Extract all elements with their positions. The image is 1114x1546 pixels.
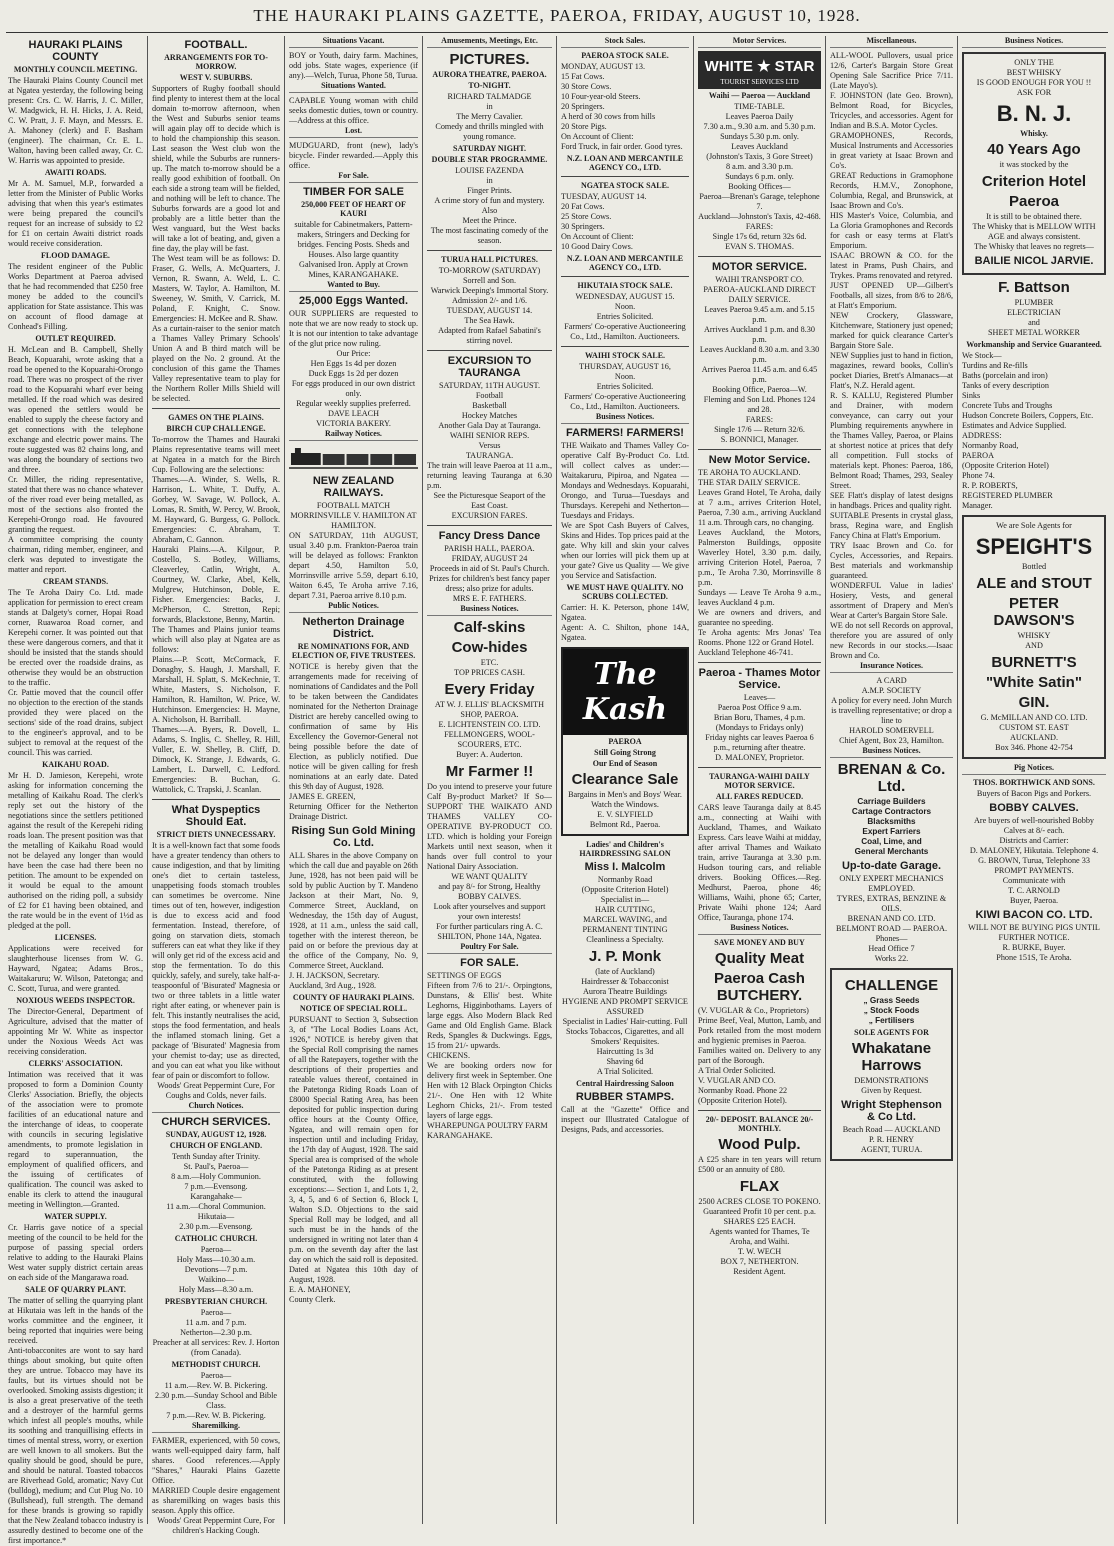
amp-card: A CARD A.M.P. SOCIETY A policy for every need. John Murch is travelling representative; or drop a line to HAROLD SOMERVELL Chief Agent, Box 23, Hamilton. xyxy=(831,676,952,745)
railway-notice: ON SATURDAY, 11th AUGUST, usual 3.40 p.m. Frankton-Paeroa train will be delayed as follows: Frankton depart 4.50, Hamilton 5.0, Morrinsville arrive 5.59, depart 6.10, Waiton 6.45, Te Aroha arrive 7.16, depart 7.31, Paeroa arrive 8.10 p.m. xyxy=(289,531,418,600)
turua-hall-head: TURUA HALL PICTURES. xyxy=(441,255,538,264)
excursion-train: The train will leave Paeroa at 11 a.m., returning leaving Tauranga at 6.30 p.m. xyxy=(427,461,552,490)
rising-sun-head: Rising Sun Gold Mining Co. Ltd. xyxy=(291,825,416,849)
kicker: Railway Notices. xyxy=(289,429,418,441)
kicker: Insurance Notices. xyxy=(830,661,953,673)
agency-name: N.Z. LOAN AND MERCANTILE AGENCY CO., LTD. xyxy=(566,254,684,272)
kicker: Church Notices. xyxy=(152,1101,280,1113)
article-paragraph: Thames.—A. Winder, S. Wells, R. Harrison, L. White, T. Duffy, A. Gorbey, W. Savage, W. Pollock, A. Lomas, R. Smith, W. Percy, W. Brook, M. Hayward, G. Burgess, G. Pollock. Emergencies: C. Abraham, T. Abraham, C. Gannon. xyxy=(152,475,280,544)
salon-head: Ladies' and Children's HAIRDRESSING SALON xyxy=(579,840,671,858)
misc-ad: R. S. KALLU, Registered Plumber and Drainer, with modern conveyance, can carry out your Plumbing requirements anywhere in the Thames Valley, Paeroa, or Plains at shortest notice at prices that defy all competition. Full stocks of materials kept. Phones: Paeroa, 186, Belmont Road; Thames, 293, Sealey Street. xyxy=(830,391,953,490)
misc-ad: NEW Supplies just to hand in fiction, magazines, reward books, Collin's pocket Diaries, Brett's Almanacs—at Flatt's, N.Z. Herald agent. xyxy=(830,351,953,390)
kicker: Business Notices. xyxy=(427,604,552,616)
flax-head: FLAX xyxy=(739,1178,780,1195)
kicker: Poultry For Sale. xyxy=(427,942,552,954)
article-paragraph: Cr. Pattie moved that the council offer no objection to the erection of the stands provided they were placed on the sections' side of the road drains, subject to the engineer's approval, and to be subject to removal at the request of the council. This was carried. xyxy=(8,688,143,757)
section-head: FLOOD DAMAGE. xyxy=(41,251,110,260)
section-head: SALE OF QUARRY PLANT. xyxy=(25,1285,126,1294)
kicker: Sharemilking. xyxy=(152,1421,280,1433)
timetable: TIME-TABLE. Leaves Paeroa Daily 7.30 a.m., 9.30 a.m. and 5.30 p.m. Sundays 5.30 p.m. only. Leaves Auckland (Johnston's Taxis, 3 Gore Street) 8 a.m. and 3.30 p.m. Sundays 6 p.m. only. Booking Offices— Paeroa—Brenan's Garage, telephone 7. Auckland—Johnston's Taxis, 42-468. FARES: Single 17s 6d, return 32s 6d. EVAN S. THOMAS. xyxy=(698,102,821,251)
column-5 xyxy=(556,36,693,1524)
kash-details: Bargains in Men's and Boys' Wear. Watch the Windows. xyxy=(568,790,682,809)
misc-ad: HIS Master's Voice, Columbia, and La Gloria Gramophones and Records for cash or easy terms at Flatt's Emporium. xyxy=(830,211,953,250)
hides-details: ETC. TOP PRICES CASH. xyxy=(454,658,525,677)
classified-ad: BOY or Youth, dairy farm. Machines, odd jobs. State wages, experience (if any).—Welch, Turua, Phone 58, Turua. xyxy=(289,51,418,80)
kicker: Miscellaneous. xyxy=(830,36,953,48)
carrier-info: Carrier: H. K. Peterson, phone 14W, Ngatea. Agent: A. C. Shilton, phone 14A, Ngatea. xyxy=(561,603,689,642)
save-money: SAVE MONEY AND BUY xyxy=(714,938,805,947)
kash-advert xyxy=(561,647,689,836)
kiwi-bacon-head: KIWI BACON CO. LTD. xyxy=(975,909,1093,921)
workmanship-head: Workmanship and Service Guaranteed. xyxy=(966,340,1102,349)
monk-head: J. P. Monk xyxy=(588,948,662,965)
classified-ad: MARRIED Couple desire engagement as sharemilking on wages basis this season. Apply this office. xyxy=(152,1486,280,1515)
kicker: Lost. xyxy=(289,126,418,138)
church-name: METHODIST CHURCH. xyxy=(171,1360,261,1369)
misc-ad: JUST OPENED UP—Gilbert's Footballs, all sizes, from 8/6 to 28/6, at Flatt's Emporium. xyxy=(830,281,953,310)
misc-ad: ALL-WOOL Pullovers, usual price 12/6, Carter's Bargain Store Great Opening Sale Sacrifice Price 7/11. (Late Mayo's). xyxy=(830,51,953,90)
misc-ad: GREAT Reductions in Gramophone Records, H.M.V., Zonophone, Columbia, Regal, and Brunswick, at Isaac Brown and Co's. xyxy=(830,171,953,210)
article-paragraph: It is a well-known fact that some foods have a greater tendency than others to cause indigestion, and that by limiting one's diet to certain tasteless, unappetising foods stomach troubles can sometimes be overcome. Nine times out of ten, however, indigestion is due to excess acid and food fermentation. Instead, therefore, of going on starvation diets, stomach sufferers can eat what they like if they will only get rid of the excess acid and stop the fermentation. To do this quickly, safely, and surely, take half-a-teaspoonful of 'Bisurated' Magnesia or two or three tablets in a little water right after eating, or whenever pain is felt. This instantly neutralises the acid, stops the food fermentation, and heals the inflamed stomach lining. Get a package of 'Bisurated' Magnesia from your chemist to-day; use as directed, and you can eat what you like without fear of pain or discomfort to follow. xyxy=(152,841,280,1080)
pictures-head: PICTURES. xyxy=(449,51,530,68)
salon-details: Normanby Road (Opposite Criterion Hotel) Specialist in— HAIR CUTTING, MARCEL WAVING, and PERMANENT TINTING Cleanliness a Specialty. xyxy=(581,875,669,944)
calf-collection: THE Waikato and Thames Valley Co-operative Calf By-Product Co. Ltd. will collect calves as under:— Waitakaruru, Pipiroa, and Ngatea — Mondays and Wednesdays. Kopuarahi, Orongo, and Turua—Tuesdays and Thursdays. Kerepehi and Netherton—Tuesdays and Fridays. xyxy=(561,441,689,520)
article-paragraph: Applications were received for slaughterhouse licenses from W. G. Hayward, Ngatea; Adams Bros., Waitakaruru; W. Wilson, Patetonga; and C. Scott, Turua, and were granted. xyxy=(8,944,143,993)
classified-ad: Our Price: Hen Eggs 1s 4d per dozen Duck Eggs 1s 2d per dozen For eggs produced in our own district only. Regular weekly supplies preferred. DAVE LEACH VICTORIA BAKERY. xyxy=(291,349,416,428)
article-paragraph: Plains.—P. Scott, McCormack, F. Donaghy, S. Haugh, J. Marshall, F. Marshall, H. Splatt, S. McKechnie, T. White, Masters, S. Nicholson, F. Hamilton, R. Hamilton, W. Price, W. Hutchinson. Emergencies: H. Mayne, A. Nicholson, H. Barriball. xyxy=(152,655,280,724)
public-notice: PURSUANT to Section 3, Subsection 3, of "The Local Bodies Loans Act, 1926," NOTICE is hereby given that the Special Roll comprising the names of all the Ratepayers, together with the descriptions of their properties and rateable values thereof, contained in the Patetonga Riding Roads Loan of £8000 Special Rating Area, has been deposited for public inspection during office hours at the County Office, Ngatea, and will remain open for inspection until and including Friday, the 17th day of August, 1928. The said Special area is comprised of the whole of the Patetonga Riding as at present constituted, with the following exceptions:— Section 1, and Lots 1, 2, 3, 4, 5, and 6 of Section 6, Block I, Walton S.D. Objections to the said Special Roll may be lodged, and all such must be in the hands of the undersigned in writing not later than 4 p.m. on the seventh day after the last day on which the said roll is deposited. Dated at Ngatea this 10th day of August, 1928. E. A. MAHONEY, County Clerk. xyxy=(289,1015,418,1304)
rubber-stamps-head: RUBBER STAMPS. xyxy=(575,1091,675,1103)
calfskins-head: Calf-skins xyxy=(453,619,526,636)
section-head: KAIKAHU ROAD. xyxy=(42,760,109,769)
article-paragraph: The Thames and Plains junior teams which will also play at Ngatea are as follows: xyxy=(152,625,280,654)
film-billing: RICHARD TALMADGE in The Merry Cavalier. xyxy=(447,92,532,121)
whisky-intro: ONLY THE BEST WHISKY IS GOOD ENOUGH FOR YOU !! ASK FOR xyxy=(976,58,1092,97)
eggs-ad: SETTINGS OF EGGS Fifteen from 7/6 to 21/-. Orpingtons, Dunstans, & Ellis' best. White Leghorns, Higginbothams. Layers of large eggs. Also Modern Black Red Game and Old English Game. Black Reds, Spangles & Duckwings. Eggs, 15 from 21/- upwards. xyxy=(427,971,552,1050)
church-times: Paeroa— Holy Mass—10.30 a.m. Devotions—7 p.m. Waikino— Holy Mass—8.30 a.m. xyxy=(176,1245,256,1294)
flax-details: 2500 ACRES CLOSE TO POKENO. Guaranteed Profit 10 per cent. p.a. SHARES £25 EACH. Agents wanted for Thames, Te Aroha, and Waihi. T. W. WECH BOX 7, NETHERTON. Resident Agent. xyxy=(698,1197,821,1276)
white-star-sub: TOURIST SERVICES LTD xyxy=(698,78,821,89)
ad-text: Woods' Great Peppermint Cure, For Coughs and Colds, never fails. xyxy=(157,1081,275,1100)
kicker: Business Notices. xyxy=(561,412,689,424)
article-paragraph: H. McLean and B. Campbell, Shelly Beach, Kopuarahi, wrote asking that a road be opened to the Kopuarahi-Orongo road. There was no prospect of the river road to the Kopuarahi wharf ever being metalled. If the road which was desired was opened the settlers would be enabled to supply the cheese factory and get connections with the telephone exchange and electric power mains. The route suggested was 82 chains long, and was along the boundary of sections two and three. xyxy=(8,345,143,474)
section-head: RE NOMINATIONS FOR, AND ELECTION OF, FIVE TRUSTEES. xyxy=(291,642,416,660)
misc-ad: SEE Flatt's display of latest designs in handbags. Prices and quality right. xyxy=(830,491,953,510)
divider xyxy=(152,408,280,409)
stock-sale-list: MONDAY, AUGUST 13. 15 Fat Cows. 30 Store Cows. 10 Four-year-old Steers. 20 Springers. A herd of 30 cows from hills 20 Store Pigs. On Account of Client: Ford Truck, in fair order. Good tyres. xyxy=(561,62,683,151)
divider xyxy=(561,276,689,277)
challenge-list: „ Grass Seeds „ Stock Foods „ Fertilisers xyxy=(863,996,920,1025)
misc-ad: F. JOHNSTON (late Geo. Brown), Belmont Road, for Bicycles, Tricycles, and accessories. Agent for Indian and B.S.A. Motor Cycles. xyxy=(830,91,953,130)
cowhides-head: Cow-hides xyxy=(451,639,528,656)
bnj-head: B. N. J. xyxy=(996,101,1072,126)
dawson-head: PETER DAWSON'S xyxy=(993,595,1075,629)
challenge-advert xyxy=(830,968,953,1161)
bobby-calves-head: BOBBY CALVES. xyxy=(989,802,1079,814)
quality-meat-head: Quality Meat xyxy=(714,950,805,967)
column-6 xyxy=(693,36,825,1524)
speights-advert xyxy=(962,515,1106,759)
excursion-details: SATURDAY, 11TH AUGUST. Football Basketball Hockey Matches Another Gala Day at Tauranga. WAIHI SENIOR REPS. Versus TAURANGA. xyxy=(438,381,541,460)
film-blurb: A crime story of fun and mystery. Also Meet the Prince. The most fascinating comedy of the season. xyxy=(430,196,549,245)
stock-sale-list: TUESDAY, AUGUST 14. 20 Fat Cows. 25 Store Cows. 30 Springers. On Account of Client: 10 Good Dairy Cows. xyxy=(561,192,647,251)
whisky-advert xyxy=(962,52,1106,275)
divider xyxy=(561,176,689,177)
film-blurb: Comedy and thrills mingled with young romance. xyxy=(435,122,544,141)
article-paragraph: Mr A. M. Samuel, M.P., forwarded a letter from the Minister of Public Works advising that when this year's estimates were being prepared the council's request for an increase of subsidy to £2 for £1 on certain Awaiti district roads would receive consideration. xyxy=(8,179,143,248)
stocked-by: it was stocked by the xyxy=(999,160,1069,169)
tobacco-paragraph: Anti-tobacconites are wont to say hard things about smoking, but quite often they are untrue. Tobacco may have its faults, but its virtues should not be overlooked. Smoking assists digestion; it is also a great preservative of the teeth and a destroyer of the harmful germs which infest all people's mouths, while its soothing and tranquillising effects in times of mental stress, worry, or exertion are well known to all smokers. But the quality should be good, should be pure, and should be natural. Toasted tobaccos are Riverhead Gold, aromatic; Navy Cut (bulldog), medium; and Cut Plug No. 10 (Bullshead), full strength. The demand for these brands is growing so rapidly that the New Zealand tobacco industry is assuredly destined to become one of the first importance.* xyxy=(8,1346,143,1545)
article-paragraph: Mr H. D. Jamieson, Kerepehi, wrote asking for information concerning the metalling of Kaikahu Road. The clerk's reply set out the history of the negotiations since the settlers petitioned against the result of the Kerepehi riding roads loan. The present position was that the metalling of Kaikahu Road would not be delayed any longer than would have been the case had there been no petition. The amount to be expended on it would be equal to the amount authorised on the riding poll, a subsidy of £2 for £1 having been obtained, and the rate would be in the event of 1½d as pledged at the poll. xyxy=(8,771,143,930)
section-head: OUTLET REQUIRED. xyxy=(35,334,116,343)
article-paragraph: Supporters of Rugby football should find plenty to interest them at the local domain to-morrow afternoon, when the West and Suburbs senior teams will again play off to decide which is to hold the championship this season. Last season the West club won the shield, while the Suburbs are runners-up. The match to-morrow should be a really good exhibition of football. On each side a strong team will be fielded, and nothing will be left to chance. The Suburbs forwards are a good lot and probably are a little better than the West vanguard, but the West backs will take a lot of beating, and, given a fine day, the play will be fast. xyxy=(152,84,280,253)
new-motor-head: New Motor Service. xyxy=(708,454,811,466)
divider xyxy=(427,525,552,526)
kash-address: E. V. SLYFIELD Belmont Rd., Paeroa. xyxy=(589,810,661,829)
classified-ad: OUR SUPPLIERS are requested to note that we are now ready to stock up. It is not our intention to take advantage of the glut price now ruling. xyxy=(289,309,418,348)
kicker: Business Notices. xyxy=(698,923,821,935)
church-name: PRESBYTERIAN CHURCH. xyxy=(164,1297,268,1306)
wright-stephenson-details: Beach Road — AUCKLAND P. R. HENRY AGENT, TURUA. xyxy=(842,1125,941,1154)
article-paragraph: The resident engineer of the Public Works Department at Paeroa advised that he had recommended that £250 free money be added to the council's application for State assistance. This was on account of flood damage at Conhead's Filling. xyxy=(8,262,143,331)
misc-ad: NEW Crockery, Glassware, Kitchenware, Stationery just opened; marked for quick clearance Carter's Bargain Store Sale. xyxy=(830,311,953,350)
masthead: THE HAURAKI PLAINS GAZETTE, PAEROA, FRIDAY, AUGUST 10, 1928. xyxy=(253,6,861,25)
stock-sale-head: WAIHI STOCK SALE. xyxy=(584,351,666,360)
classified-ad: CAPABLE Young woman with child seeks domestic duties, town or country.—Address at this office. xyxy=(289,96,418,125)
whisky-details: It is still to be obtained there. The Whisky that is MELLOW WITH AGE and always consistent. The Whisky that leaves no regrets— xyxy=(972,212,1096,251)
timber-head: TIMBER FOR SALE xyxy=(303,186,404,198)
film-billing: TUESDAY, AUGUST 14. The Sea Hawk. Adapted from Rafael Sabatini's stirring novel. xyxy=(438,306,541,345)
burnetts-head: BURNETT'S xyxy=(991,654,1077,671)
church-date: SUNDAY, AUGUST 12, 1928. xyxy=(165,1130,267,1139)
mcmillan-details: G. McMILLAN AND CO. LTD. CUSTOM ST. EAST AUCKLAND. Box 346. Phone 42-754 xyxy=(980,713,1088,752)
stock-sale-head: NGATEA STOCK SALE. xyxy=(581,181,669,190)
netherton-head: Netherton Drainage District. xyxy=(302,616,405,640)
tauranga-head: TAURANGA-WAIHI DAILY MOTOR SERVICE. xyxy=(709,772,810,790)
article-paragraph: As a curtain-raiser to the senior match a Thames Valley Primary Schools' Union A and B third match will be played on the No. 2 ground. At the conclusion of this game the Thames Valley representative team to play for the Northern Roller Mills Shield will be selected. xyxy=(152,324,280,403)
classified-ad: suitable for Cabinetmakers, Pattern-makers, Stringers and Decking for bridges. Fencing Posts. Sheds and Houses. Also large quantity Galvanised Iron. Apply at Crown Mines, KARANGAHAKE. xyxy=(294,220,413,279)
timetable: Leaves— Paeroa Post Office 9 a.m. Brian Boru, Thames, 4 p.m. (Mondays to Fridays only) Friday nights car leaves Paeroa 6 p.m., returning after theatre. D. MALONEY, Proprietor. xyxy=(705,693,814,762)
divider xyxy=(698,449,821,450)
stock-sale-list: WEDNESDAY, AUGUST 15. Noon. Entries Solicited. Farmers' Co-operative Auctioneering Co., Ltd., Hamilton. Auctioneers. xyxy=(564,292,686,341)
eggs-head: 25,000 Eggs Wanted. xyxy=(298,295,409,307)
excursion-head: EXCURSION TO TAURANGA xyxy=(447,355,532,379)
sole-agents-line: We are Sole Agents for xyxy=(996,521,1072,530)
ad-text: Woods' Great Peppermint Cure, For children's Hacking Cough. xyxy=(157,1516,275,1535)
wright-stephenson-head: Wright Stephenson & Co Ltd. xyxy=(841,1099,942,1123)
brenan-services: Carriage Builders Cartage Contractors Blacksmiths Expert Farriers Coal, Lime, and General Merchants xyxy=(851,797,932,856)
whisky-and: WHISKY AND xyxy=(1017,631,1051,650)
section-head: STRICT DIETS UNNECESSARY. xyxy=(156,830,276,839)
route-head: Waihi — Paeroa — Auckland xyxy=(708,91,811,100)
borthwick-details: Buyers of Bacon Pigs and Porkers. xyxy=(976,789,1092,798)
fares-reduced: ALL FARES REDUCED. xyxy=(715,792,804,801)
divider xyxy=(427,250,552,251)
saloon-name: Central Hairdressing Saloon xyxy=(576,1079,674,1088)
misc-ad: WE do not sell Records on approval, therefore you are assured of only new Records in our stocks.—Isaac Brown and Co. xyxy=(830,621,953,660)
kicker: Business Notices. xyxy=(962,36,1106,48)
misc-ad: SUITABLE Presents in crystal glass, brass, Regina ware, and English Fancy China at Flatt's Emporium. xyxy=(830,511,953,540)
ale-stout-head: ALE and STOUT xyxy=(976,575,1092,592)
mr-farmer-head: Mr Farmer !! xyxy=(445,763,534,780)
section-head: AWAITI ROADS. xyxy=(44,168,107,177)
stock-sale-head: HIKUTAIA STOCK SALE. xyxy=(577,281,673,290)
church-title: CHURCH SERVICES. xyxy=(161,1116,271,1128)
kicker: For Sale. xyxy=(289,171,418,183)
column-3 xyxy=(284,36,422,1524)
farmer-notice: Do you intend to preserve your future Calf By-product Market? If So—SUPPORT THE WAIKATO AND THAMES VALLEY CO-OPERATIVE BY-PRODUCT CO. LTD. which is holding your Foreign Markets until next season, when it hands over full control to your National Dairy Association. xyxy=(427,782,552,871)
article-paragraph: Hauraki Plains.—A. Kilgour, P. Costello, S. Botley, Williams, Cleaverley, Catlin, Wright, A. Courtney, W. Clarke, Abel, Kelk, Mulgrew, Hutchinson, Doble, E. Fisher. Emergencies: Backs, J. McPherson, C. Stretton, Repi; forwards, Blackstone, Benny, Martin. xyxy=(152,545,280,624)
for-sale-head: FOR SALE. xyxy=(460,957,519,969)
paeroa-head: Paeroa xyxy=(1008,193,1060,210)
double-star: DOUBLE STAR PROGRAMME. xyxy=(431,155,548,164)
section-head: CREAM STANDS. xyxy=(42,577,109,586)
article-paragraph: The West team will be as follows: D. Fraser, G. Wells, A. McQuarters, J. Vernon, R. Swann, A. Weld, L. C. Masters, W. Taylor, A. Hamilton, M. Sweeney, W. Smith, V. Carrick, M. Poland, F. Knight, C. Snow. Emergencies: H. McKee and R. Shaw. xyxy=(152,254,280,323)
article-paragraph: Thames.—A. Byers, R. Dovell, L. Adams, S. Inglis, C. Shelley, R. Hill, Vuller, E. W. Shelley, B. Cliff, D. Dimock, K. Strange, J. Edwards, G. Lambert, L. Darwell, C. Ledford. Emergencies: B. Buchan, G. Wattolick, C. Trapski, J. Scanlan. xyxy=(152,725,280,794)
article-paragraph: The Director-General, Department of Agriculture, advised that the matter of appointing Mr W. White as inspector under the Noxious Weeds Act was receiving consideration. xyxy=(8,1007,143,1056)
article-paragraph: The Te Aroha Dairy Co. Ltd. made application for permission to erect cream stands at Dalgety's corner, Hopai Road corner, Ruawaroa Road corner, and Kerepehi corner. It was pointed out that these were dangerous corners, and that it should be insisted that the stands should be erected over the roadside drains, as otherwise they would be an obstruction to the traffic. xyxy=(8,588,143,687)
kicker: Business Notices. xyxy=(830,746,953,758)
gin-head: GIN. xyxy=(1018,694,1050,711)
dyspeptics-title: What Dyspeptics Should Eat. xyxy=(171,804,261,828)
article-paragraph: Cr. Harris gave notice of a special meeting of the council to be held for the purpose of passing special orders relative to adding to the Hauraki Plains West water supply district certain areas on each side of the Mangarawa road. xyxy=(8,1223,143,1282)
speights-head: SPEIGHT'S xyxy=(975,534,1093,559)
saturday-label: SATURDAY NIGHT. xyxy=(453,144,526,153)
article-paragraph: To-morrow the Thames and Hauraki Plains representative teams will meet at Ngatea in a match for the Birch Cup. Following are the selections: xyxy=(152,435,280,474)
section-head: NOTICE OF SPECIAL ROLL. xyxy=(299,1004,408,1013)
harrows-head: Whakatane Harrows xyxy=(851,1040,932,1074)
classified-ad: FARMER, experienced, with 50 cows, wants well-equipped dairy farm, half shares. Good references.—Apply "Shares," Hauraki Plains Gazette Office. xyxy=(152,1436,280,1485)
article-paragraph: A committee comprising the county chairman, riding member, engineer, and clerk was deputed to investigate the matter and report. xyxy=(8,535,143,574)
section-head: WEST V. SUBURBS. xyxy=(179,73,253,82)
theatre-name: AURORA THEATRE, PAEROA. xyxy=(432,70,547,79)
section-head: NOXIOUS WEEDS INSPECTOR. xyxy=(16,996,135,1005)
sole-agents: SOLE AGENTS FOR xyxy=(854,1028,929,1037)
challenge-head: CHALLENGE xyxy=(844,977,939,994)
stock-sale-list: THURSDAY, AUGUST 16, Noon. Entries Solicited. Farmers' Co-operative Auctioneering Co., Ltd., Hamilton. Auctioneers. xyxy=(564,362,686,411)
garage-head: Up-to-date Garage. xyxy=(841,860,941,872)
column-1 xyxy=(4,36,147,1545)
deposit-line: 20/- DEPOSIT. BALANCE 20/- MONTHLY. xyxy=(705,1115,814,1133)
timetable: WAIHI TRANSPORT CO. PAEROA-AUCKLAND DIRECT DAILY SERVICE. Leaves Paeroa 9.45 a.m. and 5.15 p.m. Arrives Auckland 1 p.m. and 8.30 p.m. Leaves Auckland 8.30 a.m. and 3.30 p.m. Arrives Paeroa 11.45 a.m. and 6.45 p.m. Booking Office, Paeroa—W. Fleming and Son Ltd. Phones 124 and 28. FARES: Single 17/6 — Return 32/6. S. BONNICI, Manager. xyxy=(699,275,820,444)
divider xyxy=(698,1110,821,1111)
section-head: BIRCH CUP CHALLENGE. xyxy=(166,424,266,433)
stock-sale-head: PAEROA STOCK SALE. xyxy=(581,51,669,60)
forty-years-head: 40 Years Ago xyxy=(987,141,1081,158)
agency-name: N.Z. LOAN AND MERCANTILE AGENCY CO., LTD. xyxy=(566,154,684,172)
public-notice: ALL Shares in the above Company on which the call due and payable on 26th June, 1928, has not been paid will be sold by public Auction by T. Mandeno Jackson at their Mart, No. 9, Commerce Street, Auckland, on Wednesday, the 15th day of August, 1928, at 11 a.m., unless the said call, together with the interest thereon, be paid on or before the previous day at the office of the Company, No. 9, Commerce Street, Auckland. J. H. JACKSON, Secretary. Auckland, 3rd Aug., 1928. xyxy=(289,851,418,990)
farmers-head: FARMERS! FARMERS! xyxy=(566,427,684,439)
calf-collection: We are Spot Cash Buyers of Calves, Skins and Hides. Top prices paid at the gate. Why kill and skin your calves when our lorries will pick them up at your gate? Give us Quality — We give you Service and Satisfaction. xyxy=(561,521,689,580)
whisky-label: Whisky. xyxy=(1020,129,1048,138)
white-star-logo: WHITE ★ STAR xyxy=(698,51,821,78)
motor-service-head: MOTOR SERVICE. xyxy=(712,261,807,273)
council-meeting-sub: MONTHLY COUNCIL MEETING. xyxy=(13,65,138,74)
brenan-head: BRENAN & Co. Ltd. xyxy=(837,761,946,795)
article-paragraph: Cr. Miller, the riding representative, stated that there was no chance whatever of the river road ever being metalled, as most of the sections also fronted the Kerepehi-Orongo road. He favoured granting the request. xyxy=(8,475,143,534)
hides-buyer: AT W. J. ELLIS' BLACKSMITH SHOP, PAEROA. E. LICHTENSTEIN CO. LTD. FELLMONGERS, WOOL-SCOURERS, ETC. Buyer: A. Auderton. xyxy=(434,700,545,759)
divider xyxy=(427,350,552,351)
divider xyxy=(698,767,821,768)
divider xyxy=(698,256,821,257)
misc-ad: GRAMOPHONES, Records, Musical Instruments and Accessories in great variety at Isaac Brown and Co's. xyxy=(830,131,953,170)
train-illustration xyxy=(289,445,418,471)
film-billing: LOUISE FAZENDA in Finger Prints. xyxy=(455,166,524,195)
kiwi-bacon-details: WILL NOT BE BUYING PIGS UNTIL FURTHER NOTICE. R. BURKE, Buyer. Phone 151S, Te Aroha. xyxy=(968,923,1100,962)
church-times: Tenth Sunday after Trinity. St. Paul's, Paeroa— 8 a.m.—Holy Communion. 7 p.m.—Evensong. Karangahake— 11 a.m.—Choral Communion. Hikutaia— 2.30 p.m.—Evensong. xyxy=(166,1152,266,1231)
bailie-head: BAILIE NICOL JARVIE. xyxy=(974,255,1094,267)
kicker: Stock Sales. xyxy=(561,36,689,48)
demonstrations: DEMONSTRATIONS Given by Request. xyxy=(854,1076,929,1095)
divider xyxy=(698,662,821,663)
section-head: COUNTY OF HAURAKI PLAINS. xyxy=(292,993,415,1002)
chickens-ad: CHICKENS. We are booking orders now for delivery first week in September. One Hen with 12 Black Orpington Chicks 21/-. One Hen with 12 White Leghorn Chicks, 21/-. From tested layers of large eggs. WHAREPUNGA POULTRY FARM KARANGAHAKE. xyxy=(427,1051,552,1140)
timetable: CARS leave Tauranga daily at 8.45 a.m., connecting at Waihi with Auckland, Thames, and Waikato Express. Cars leave Waihi at midday, after arrival Thames and Waikato train, arrive Tauranga at 3.30 p.m. Hudson touring cars, and reliable drivers. Booking Offices.—Reg. Medhurst, Paeroa, phone 46; Williams, Waihi, phone 65; Carter, Private Waihi phone 124; Aard Office, Tauranga, phone 174. xyxy=(698,803,821,922)
section-head: CLERKS' ASSOCIATION. xyxy=(28,1059,123,1068)
white-satin-head: "White Satin" xyxy=(986,674,1082,691)
salon-name: Miss I. Malcolm xyxy=(584,861,666,873)
wood-pulp-details: A £25 share in ten years will return £500 or an annuity of £80. xyxy=(698,1155,821,1174)
wood-pulp-head: Wood Pulp. xyxy=(718,1136,801,1153)
borthwick-head: THOS. BORTHWICK AND SONS. xyxy=(973,778,1095,787)
kash-tagline: Still Going Strong xyxy=(594,748,656,757)
kicker: Amusements, Meetings, Etc. xyxy=(427,36,552,48)
kash-town: PAEROA xyxy=(608,737,642,746)
railways-head: NEW ZEALAND RAILWAYS. xyxy=(312,475,395,499)
film-billing: TO-MORROW (SATURDAY) Sorrell and Son. Warwick Deeping's Immortal Story. Admission 2/- and 1/6. xyxy=(430,266,549,305)
dance-details: PARISH HALL, PAEROA. FRIDAY, AUGUST 24 Proceeds in aid of St. Paul's Church. Prizes for children's best fancy paper dress; also prize for adults. MRS E. F. FATHERS. xyxy=(429,544,550,603)
section-head: LICENSES. xyxy=(54,933,97,942)
article-paragraph: The matter of selling the quarrying plant at Hikutaia was left in the hands of the works committee and the engineer, it being reported that inquiries were being received. xyxy=(8,1296,143,1345)
kauri-head: 250,000 FEET OF HEART OF KAURI xyxy=(301,200,406,218)
quality-head: WE MUST HAVE QUALITY. NO SCRUBS COLLECTED. xyxy=(566,583,684,601)
butchery-head: Paeroa Cash BUTCHERY. xyxy=(714,970,805,1004)
section-head: GAMES ON THE PLAINS. xyxy=(168,413,264,422)
battson-trades: PLUMBER ELECTRICIAN and SHEET METAL WORKER xyxy=(988,298,1080,337)
monk-details: (late of Auckland) Hairdresser & Tobacconist Aurora Theatre Buildings HYGIENE AND PROMPT SERVICE ASSURED Specialist in Ladies' Hair-cutting. Full Stocks Tobaccos, Cigarettes, and all Smokers' Requisites. Haircutting 1s 3d Shaving 6d A Trial Solicited. xyxy=(562,967,688,1076)
section-head: WATER SUPPLY. xyxy=(44,1212,107,1221)
column-7 xyxy=(825,36,957,1524)
kicker: Pig Notices. xyxy=(962,763,1106,775)
kash-logo: The Kash xyxy=(563,649,687,735)
column-2 xyxy=(147,36,284,1535)
column-8 xyxy=(957,36,1110,1524)
masthead-rule xyxy=(6,32,1108,33)
clearance-sale: Clearance Sale xyxy=(571,771,679,788)
public-notice: NOTICE is hereby given that the arrangements made for receiving of nominations of Candidates and the Poll to be taken between the Candidates nominated for the Netherton Drainage District are hereby cancelled owing to confirmation of same by His Excellency the Governor-General not being possible before the date of Election, as publicly notified. Due notice will be given calling for fresh nominations at an early date. Dated this 9th day of August, 1928. JAMES E. GREEN, Returning Officer for the Netherton Drainage District. xyxy=(289,662,418,821)
battson-head: F. Battson xyxy=(998,279,1070,296)
timetable: TE AROHA TO AUCKLAND. THE STAR DAILY SERVICE. Leaves Grand Hotel, Te Aroha, daily at 7 a.m., arrives Criterion Hotel, Paeroa, 7.30 a.m., arriving Auckland 11 a.m. Through cars, no changing. Leaves Auckland, the Motors, Palmerston Buildings, opposite Waverley Hotel, 3.30 p.m. daily, arriving Criterion Hotel, Paeroa, 7 p.m., Te Aroha 7.30, Morrinsville 8 p.m. Sundays — Leave Te Aroha 9 a.m., leaves Auckland 4 p.m. We are owners and drivers, and guarantee no speeding. Te Aroha agents: Mrs Jonas' Tea Rooms. Phone 122 or Grand Hotel. Auckland Telephone 46-741. xyxy=(698,468,821,657)
church-name: CHURCH OF ENGLAND. xyxy=(169,1141,263,1150)
article-paragraph: Intimation was received that it was proposed to form a Dominion County Clerks' Association. Briefly, the objects of the association were to promote facilities of an educational nature and the interchange of ideas, to cooperate with councils in securing legislative amendments, to promote legislation in regard to superannuation, the employment of qualified officers, and the issuing of certificates of qualification. The council was asked to enable its clerk to attend the inaugural meeting in Wellington.—Granted. xyxy=(8,1070,143,1209)
section-head: ARRANGEMENTS FOR TO-MORROW. xyxy=(164,53,268,71)
divider xyxy=(152,799,280,800)
every-friday-head: Every Friday xyxy=(444,681,535,698)
kicker: Motor Services. xyxy=(698,36,821,48)
church-times: Paeroa— 11 a.m.—Rev. W. B. Pickering. 2.30 p.m.—Sunday School and Bible Class. 7 p.m.—Rev. W. B. Pickering. xyxy=(154,1371,278,1420)
excursion-fares: See the Picturesque Seaport of the East Coast. EXCURSION FARES. xyxy=(433,491,546,520)
kicker: Public Notices. xyxy=(289,601,418,613)
classified-ad: MUDGUARD, front (new), lady's bicycle. Finder rewarded.—Apply this office. xyxy=(289,141,418,170)
kicker: Wanted to Buy. xyxy=(289,280,418,292)
county-title: HAURAKI PLAINS COUNTY xyxy=(28,39,123,63)
criterion-head: Criterion Hotel xyxy=(981,173,1087,190)
butchery-details: (V. VUGLAR & Co., Proprietors) Prime Beef, Veal, Mutton, Lamb, and Pork retailed from the most modern and hygienic premises in Paeroa. Families waited on. Delivery to any part of the Borough. A Trial Order Solicited. V. VUGLAR AND CO. Normanby Road. Phone 22 (Opposite Criterion Hotel). xyxy=(698,1006,821,1105)
church-times: Paeroa— 11 a.m. and 7 p.m. Netherton—2.30 p.m. Preacher at all services: Rev. J. Horton (from Canada). xyxy=(152,1308,280,1357)
misc-ad: ISAAC BROWN & CO. for the latest in Prams, Push Chairs, and Trykes. Prams renovated and retyred. xyxy=(830,251,953,280)
farmer-notice-2: WE WANT QUALITY and pay 8/- for Strong, Healthy BOBBY CALVES. Look after yourselves and support your own interests! For further particulars ring A. C. SHILTON, Phone 14A, Ngatea. xyxy=(433,872,546,941)
divider xyxy=(561,346,689,347)
thames-motor-head: Paeroa - Thames Motor Service. xyxy=(698,667,821,691)
bottled-line: Bottled xyxy=(1021,562,1047,571)
kicker: Situations Vacant. xyxy=(289,36,418,48)
tonight-label: TO-NIGHT. xyxy=(468,81,511,90)
kash-end: Our End of Season xyxy=(592,759,658,768)
church-name: CATHOLIC CHURCH. xyxy=(174,1234,258,1243)
misc-ad: WONDERFUL Value in ladies' Hosiery, Vests, and general assortment of Drapery and Men's Wear at Carter's Bargain Store Sale. xyxy=(830,581,953,620)
rubber-stamps-details: Call at the "Gazette" Office and inspect our Illustrated Catalogue of Designs, Pads, and accessories. xyxy=(561,1105,689,1134)
football-title: FOOTBALL. xyxy=(184,39,248,51)
bobby-calves-details: Are buyers of well-nourished Bobby Calves at 8/- each. Districts and Carrier: D. MALONEY, Hikutaia. Telephone 4. G. BROWN, Turua, Telephone 33 PROMPT PAYMENTS. Communicate with T. C. ARNOLD Buyer, Paeroa. xyxy=(969,816,1099,905)
battson-stock: We Stock— Turdins and Re-fills Baths (porcelain and iron) Tanks of every description Sinks Concrete Tubs and Troughs Hudson Concrete Boilers, Coppers, Etc. Estimates and Advice Supplied. ADDRESS: Normanby Road, PAEROA (Opposite Criterion Hotel) Phone 74. R. P. ROBERTS, REGISTERED PLUMBER Manager. xyxy=(962,351,1094,510)
misc-ad: TRY Isaac Brown and Co. for Cycles, Accessories, and Repairs. Best materials and workmanship guaranteed. xyxy=(830,541,953,580)
column-4 xyxy=(422,36,556,1524)
kicker: Situations Wanted. xyxy=(289,81,418,93)
garage-details: ONLY EXPERT MECHANICS EMPLOYED. TYRES, EXTRAS, BENZINE & OILS. BRENAN AND CO. LTD. BELMONT ROAD — PAEROA. Phones— Head Office 7 Works 22. xyxy=(836,874,947,963)
article-paragraph: The Hauraki Plains County Council met at Ngatea yesterday, the following being present: Crs. C. W. Harris, J. C. Miller, W. Madgwick, H. H. Hicks, J. A. Reid, C. W. Pratt, J. F. Mayn, and Messrs. E. A. Mahoney (clerk) and F. Basham (engineer). The chairman, Cr. E. L. Walton, having been called away, Cr. C. W. Harris was appointed to preside. xyxy=(8,76,143,165)
railway-match: FOOTBALL MATCH MORRINSVILLE V. HAMILTON AT HAMILTON. xyxy=(290,501,417,530)
dance-head: Fancy Dress Dance xyxy=(438,530,541,542)
